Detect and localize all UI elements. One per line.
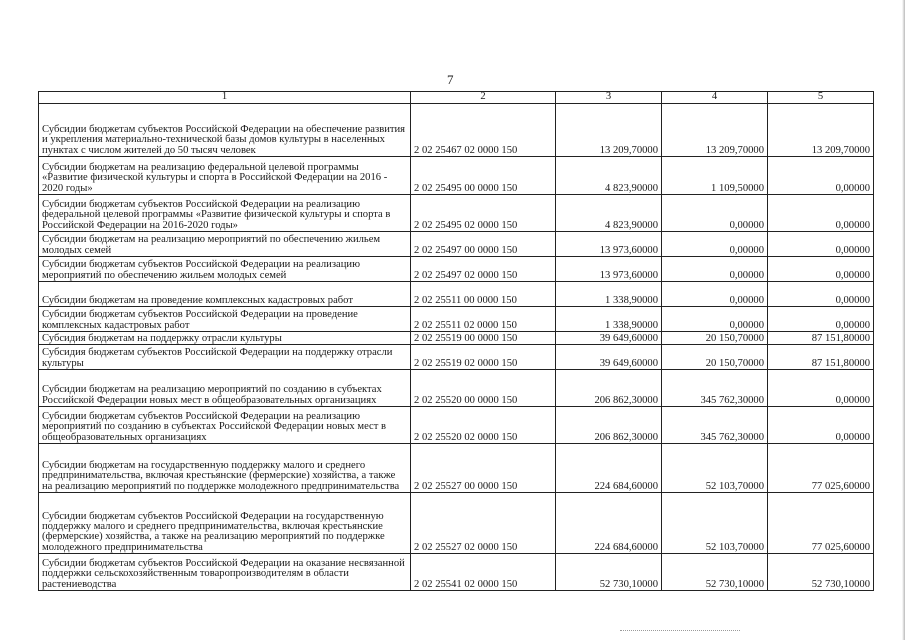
row-name: Субсидии бюджетам на реализацию мероприятий по обеспечению жильем молодых семей	[39, 232, 411, 257]
row-value-3: 0,00000	[768, 195, 874, 232]
table-row	[39, 345, 874, 370]
row-value-3: 77 025,60000	[768, 493, 874, 554]
row-value-3: 13 209,70000	[768, 104, 874, 157]
row-value-3: 87 151,80000	[768, 332, 874, 345]
table-row	[39, 195, 874, 232]
row-code: 2 02 25511 02 0000 150	[411, 307, 556, 332]
row-value-1: 4 823,90000	[556, 157, 662, 195]
row-value-2: 0,00000	[662, 257, 768, 282]
row-name: Субсидии бюджетам субъектов Российской Федерации на оказание несвязанной поддержки сельскохозяйственным товаропроизводителям в области растениеводства	[39, 554, 411, 591]
table-row	[39, 282, 874, 307]
row-value-2: 13 209,70000	[662, 104, 768, 157]
table-row	[39, 407, 874, 444]
row-name: Субсидии бюджетам субъектов Российской Федерации на реализацию мероприятий по обеспечению жильем молодых семей	[39, 257, 411, 282]
table-row	[39, 444, 874, 493]
row-name: Субсидии бюджетам субъектов Российской Федерации на обеспечение развития и укрепления материально-технической базы домов культуры в населенных пунктах с числом жителей до 50 тысяч человек	[39, 104, 411, 157]
row-value-2: 20 150,70000	[662, 345, 768, 370]
header-col-2: 2	[411, 92, 556, 104]
table-header-row	[39, 92, 874, 104]
row-name: Субсидии бюджетам субъектов Российской Федерации на проведение комплексных кадастровых работ	[39, 307, 411, 332]
row-value-1: 4 823,90000	[556, 195, 662, 232]
row-code: 2 02 25519 00 0000 150	[411, 332, 556, 345]
header-col-1: 1	[39, 92, 411, 104]
row-name: Субсидии бюджетам на реализацию федеральной целевой программы «Развитие физической культуры и спорта в Российской Федерации на 2016 - 2020 годы»	[39, 157, 411, 195]
header-col-5: 5	[768, 92, 874, 104]
row-name: Субсидии бюджетам субъектов Российской Федерации на государственную поддержку малого и среднего предпринимательства, включая крестьянские (фермерские) хозяйства, а также на реализацию мероприятий по поддержке молодежного предпринимательства	[39, 493, 411, 554]
row-value-2: 0,00000	[662, 307, 768, 332]
row-value-1: 39 649,60000	[556, 345, 662, 370]
row-value-3: 0,00000	[768, 257, 874, 282]
row-value-2: 345 762,30000	[662, 370, 768, 407]
row-value-1: 224 684,60000	[556, 493, 662, 554]
table-row	[39, 257, 874, 282]
row-code: 2 02 25527 02 0000 150	[411, 493, 556, 554]
row-value-2: 1 109,50000	[662, 157, 768, 195]
row-code: 2 02 25467 02 0000 150	[411, 104, 556, 157]
row-value-2: 52 730,10000	[662, 554, 768, 591]
row-code: 2 02 25497 02 0000 150	[411, 257, 556, 282]
row-value-1: 13 973,60000	[556, 257, 662, 282]
row-name: Субсидии бюджетам на государственную поддержку малого и среднего предпринимательства, включая крестьянские (фермерские) хозяйства, а также на реализацию мероприятий по поддержке молодежного предпринимательства	[39, 444, 411, 493]
row-value-3: 0,00000	[768, 370, 874, 407]
row-value-1: 13 973,60000	[556, 232, 662, 257]
budget-table	[38, 91, 874, 591]
row-name: Субсидии бюджетам субъектов Российской Федерации на реализацию мероприятий по созданию в субъектах Российской Федерации новых мест в общеобразовательных организациях	[39, 407, 411, 444]
row-code: 2 02 25541 02 0000 150	[411, 554, 556, 591]
table-row	[39, 554, 874, 591]
row-value-3: 0,00000	[768, 157, 874, 195]
row-value-3: 77 025,60000	[768, 444, 874, 493]
row-value-3: 52 730,10000	[768, 554, 874, 591]
row-value-1: 52 730,10000	[556, 554, 662, 591]
row-value-1: 13 209,70000	[556, 104, 662, 157]
row-value-2: 52 103,70000	[662, 444, 768, 493]
row-code: 2 02 25497 00 0000 150	[411, 232, 556, 257]
row-code: 2 02 25511 00 0000 150	[411, 282, 556, 307]
row-code: 2 02 25520 00 0000 150	[411, 370, 556, 407]
row-value-2: 0,00000	[662, 195, 768, 232]
page-number: 7	[447, 72, 454, 87]
row-code: 2 02 25495 00 0000 150	[411, 157, 556, 195]
table-row	[39, 493, 874, 554]
table-row	[39, 104, 874, 157]
row-value-1: 206 862,30000	[556, 407, 662, 444]
table-row	[39, 157, 874, 195]
table-row	[39, 307, 874, 332]
row-value-3: 0,00000	[768, 282, 874, 307]
row-name: Субсидия бюджетам на поддержку отрасли культуры	[39, 332, 411, 345]
header-col-4: 4	[662, 92, 768, 104]
row-value-3: 0,00000	[768, 232, 874, 257]
row-code: 2 02 25527 00 0000 150	[411, 444, 556, 493]
row-value-2: 52 103,70000	[662, 493, 768, 554]
row-value-2: 0,00000	[662, 232, 768, 257]
row-value-3: 0,00000	[768, 307, 874, 332]
scan-artifact	[620, 630, 740, 633]
header-col-3: 3	[556, 92, 662, 104]
row-value-1: 224 684,60000	[556, 444, 662, 493]
table-row	[39, 332, 874, 345]
row-value-1: 1 338,90000	[556, 307, 662, 332]
row-name: Субсидии бюджетам на реализацию мероприятий по созданию в субъектах Российской Федерации новых мест в общеобразовательных организациях	[39, 370, 411, 407]
table-row	[39, 370, 874, 407]
table-row	[39, 232, 874, 257]
row-value-3: 0,00000	[768, 407, 874, 444]
row-value-1: 39 649,60000	[556, 332, 662, 345]
row-code: 2 02 25495 02 0000 150	[411, 195, 556, 232]
row-code: 2 02 25520 02 0000 150	[411, 407, 556, 444]
row-value-1: 1 338,90000	[556, 282, 662, 307]
row-value-1: 206 862,30000	[556, 370, 662, 407]
row-value-2: 345 762,30000	[662, 407, 768, 444]
row-name: Субсидии бюджетам субъектов Российской Федерации на реализацию федеральной целевой программы «Развитие физической культуры и спорта в Российской Федерации на 2016-2020 годы»	[39, 195, 411, 232]
row-code: 2 02 25519 02 0000 150	[411, 345, 556, 370]
row-value-2: 0,00000	[662, 282, 768, 307]
row-value-2: 20 150,70000	[662, 332, 768, 345]
row-name: Субсидия бюджетам субъектов Российской Федерации на поддержку отрасли культуры	[39, 345, 411, 370]
row-name: Субсидии бюджетам на проведение комплексных кадастровых работ	[39, 282, 411, 307]
row-value-3: 87 151,80000	[768, 345, 874, 370]
